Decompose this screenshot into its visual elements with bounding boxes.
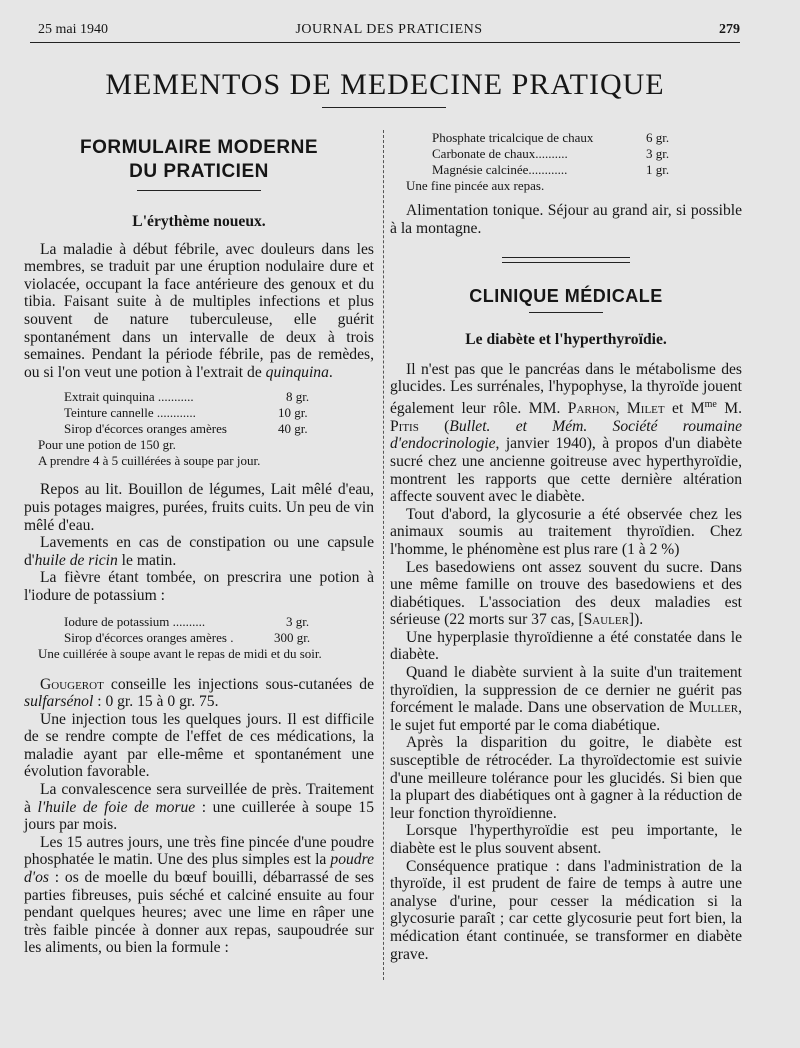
- paragraph: Une hyperplasie thyroïdienne a été constatée dans le diabète.: [390, 628, 742, 664]
- text: ,: [615, 400, 627, 418]
- ingredient: Sirop d'écorces oranges amères .: [64, 629, 234, 645]
- text: : os de moelle du bœuf bouilli, débarrassé de ses parties fibreuses, puis séché et calciné ensuite au four pendant quelques heures; avec une lime en râper une très faible pincée à donner aux repas, saupoudrée sur les aliments, ou bien la formule :: [24, 869, 374, 957]
- paragraph: Conséquence pratique : dans l'administration de la thyroïde, il est prudent de faire de temps à autre une analyse d'urine, pour cesser la médication si la glycosurie paraît ; car cette glycosurie peut fort bien, la médication étant continuée, se transformer en diabète grave.: [390, 857, 742, 963]
- prescription-row: [406, 162, 742, 178]
- paragraph: [24, 534, 374, 569]
- paragraph: [24, 834, 374, 957]
- text: Lavements en cas de constipation ou une capsule d': [24, 534, 374, 569]
- column-divider: [383, 130, 384, 980]
- text: La maladie à début fébrile, avec douleurs dans les membres, se traduit par une éruption nodulaire dure et violacée, occupant la face antérieure des genoux et du tibia. Faisant suite à de multiples infections et plus souvent de nature tuberculeuse, elle guérit spontanément dans un intervalle de deux à trois semaines. Pendant la période fébrile, pas de remèdes, ou si l'on veut une potion à l'extrait de: [24, 240, 374, 381]
- prescription-note: Une cuillérée à soupe avant le repas de midi et du soir.: [38, 645, 322, 661]
- author-name: Muller: [688, 699, 739, 717]
- quantity: 300 gr.: [274, 629, 311, 645]
- italic-text: poudre d'os: [24, 851, 374, 887]
- prescription-row: [38, 421, 374, 437]
- text: Quand le diabète survient à la suite d'un traitement thyroïdien, la suppression de ce dernier ne guérit pas forcément le malade. Dans une observation de: [390, 664, 742, 717]
- text: M.: [716, 400, 743, 418]
- author-name: Pitis: [390, 417, 419, 435]
- text: : une cuillerée à soupe 15 jours par mois.: [24, 798, 374, 834]
- prescription-phosphate: [406, 130, 742, 194]
- author-name: Sauler: [583, 611, 629, 629]
- italic-text: sulfarsénol: [24, 693, 94, 711]
- header-date: 25 mai 1940: [38, 22, 108, 37]
- ingredient: Teinture cannelle ............: [64, 405, 196, 421]
- prescription-row: [406, 146, 742, 162]
- paragraph: Alimentation tonique. Séjour au grand air, si possible à la montagne.: [390, 202, 742, 237]
- section-rule: [529, 312, 603, 313]
- text: La convalescence sera surveillée de près. Traitement à: [24, 781, 374, 816]
- text: ]).: [628, 611, 644, 629]
- header-journal-name: JOURNAL DES PRATICIENS: [295, 22, 483, 37]
- right-column: [390, 130, 742, 963]
- text: , janvier 1940), à propos d'un diabète sucré chez une ancienne goitreuse avec hyperthyroïdie, montrent les rapports que cette dernière altération affecte souvent avec le diabète.: [390, 435, 742, 506]
- text: .: [328, 363, 333, 381]
- superscript: me: [704, 398, 717, 410]
- section-separator: [502, 257, 630, 263]
- article-subtitle: L'érythème noueux.: [132, 213, 266, 230]
- author-name: Parhon: [567, 400, 616, 418]
- running-header: [38, 22, 740, 40]
- ingredient: Carbonate de chaux..........: [432, 146, 568, 161]
- quantity: 8 gr.: [286, 389, 310, 405]
- prescription-row: [38, 389, 374, 405]
- paragraph: Tout d'abord, la glycosurie a été observée chez les animaux soumis au traitement thyroïdien. Chez l'homme, le phénomène est plus rare (1 à 2 %): [390, 505, 742, 558]
- section-title-line: DU PRATICIEN: [129, 161, 269, 182]
- paragraph: [24, 676, 374, 711]
- quantity: 10 gr.: [278, 405, 308, 421]
- quantity: 1 gr.: [646, 162, 670, 177]
- page-title: MEMENTOS DE MEDECINE PRATIQUE: [105, 68, 665, 101]
- ingredient: Sirop d'écorces oranges amères: [64, 421, 227, 437]
- section-title-formulaire: [24, 136, 374, 184]
- prescription-row: [38, 614, 374, 630]
- prescription-note: A prendre 4 à 5 cuillérées à soupe par jour.: [38, 453, 261, 469]
- header-page-number: 279: [719, 22, 740, 37]
- text: conseille les injections sous-cutanées de: [103, 675, 374, 693]
- paragraph: [24, 241, 374, 382]
- paragraph: La fièvre étant tombée, on prescrira une potion à l'iodure de potassium :: [24, 569, 374, 604]
- paragraph: [390, 559, 742, 629]
- paragraph: [390, 361, 742, 506]
- text: Il n'est pas que le pancréas dans le métabolisme des glucides. Les surrénales, l'hypophyse, la thyroïde jouent également leur rôle. MM.: [390, 360, 742, 418]
- ingredient: Magnésie calcinée............: [432, 162, 568, 177]
- quantity: 3 gr.: [646, 146, 670, 161]
- italic-text: quinquina: [265, 363, 329, 381]
- text: Les basedowiens ont assez souvent du sucre. Dans une même famille on trouve des basedowiens et des diabétiques. L'association des deux maladies est sérieuse (22 morts sur 37 cas, [: [390, 558, 742, 629]
- ingredient: Phosphate tricalcique de chaux: [432, 130, 594, 145]
- paragraph: Après la disparition du goitre, le diabète est susceptible de rétrocéder. La thyroïdectomie est suivie d'une meilleure tolérance pour les glucidés. Si bien que la plupart des diabétiques ont à gagner à la réduction de leur fonction thyroïdienne.: [390, 734, 742, 822]
- title-rule: [322, 107, 446, 108]
- paragraph: Repos au lit. Bouillon de légumes, Lait mêlé d'eau, puis potages maigres, purées, fruits cuits. Un peu de vin mêlé d'eau.: [24, 481, 374, 534]
- text: : 0 gr. 15 à 0 gr. 75.: [93, 693, 219, 711]
- section-title-line: FORMULAIRE MODERNE: [79, 137, 319, 158]
- section-rule: [137, 190, 261, 191]
- italic-text: huile de ricin: [34, 551, 118, 569]
- paragraph: [390, 664, 742, 734]
- prescription-quinquina: [38, 389, 374, 469]
- ingredient: Iodure de potassium ..........: [64, 613, 206, 629]
- quantity: 6 gr.: [646, 130, 670, 145]
- article-subtitle: Le diabète et l'hyperthyroïdie.: [465, 331, 667, 349]
- left-column: [24, 130, 374, 957]
- paragraph: Lorsque l'hyperthyroïdie est peu importante, le diabète est le plus souvent absent.: [390, 822, 742, 857]
- header-rule: [30, 42, 740, 43]
- quantity: 40 gr.: [278, 421, 308, 437]
- prescription-iodure: [38, 614, 374, 662]
- text: le matin.: [117, 551, 177, 569]
- prescription-row: [38, 630, 374, 646]
- author-name: Gougerot: [40, 675, 104, 693]
- prescription-row: [406, 130, 742, 146]
- prescription-note: Pour une potion de 150 gr.: [38, 437, 176, 453]
- italic-text: Bullet. et Mém. Société roumaine d'endocrinologie: [390, 417, 742, 453]
- prescription-row: [38, 405, 374, 421]
- text: (: [418, 417, 450, 435]
- prescription-note: Une fine pincée aux repas.: [406, 178, 545, 193]
- ingredient: Extrait quinquina ...........: [64, 389, 194, 405]
- paragraph: Une injection tous les quelques jours. Il est difficile de se rendre compte de l'effet de ces médications, la maladie ayant par elle-même et spontanément une évolution favorable.: [24, 710, 374, 781]
- italic-text: l'huile de foie de morue: [37, 798, 196, 816]
- quantity: 3 gr.: [286, 613, 310, 629]
- text: Les 15 autres jours, une très fine pincée d'une poudre phosphatée le matin. Une des plus simples est la: [24, 833, 374, 869]
- text: , le sujet fut emporté par le coma diabétique.: [390, 699, 742, 734]
- paragraph: [24, 781, 374, 834]
- author-name: Milet: [626, 400, 665, 418]
- text: et M: [664, 400, 705, 418]
- section-title-clinique: CLINIQUE MÉDICALE: [469, 286, 663, 307]
